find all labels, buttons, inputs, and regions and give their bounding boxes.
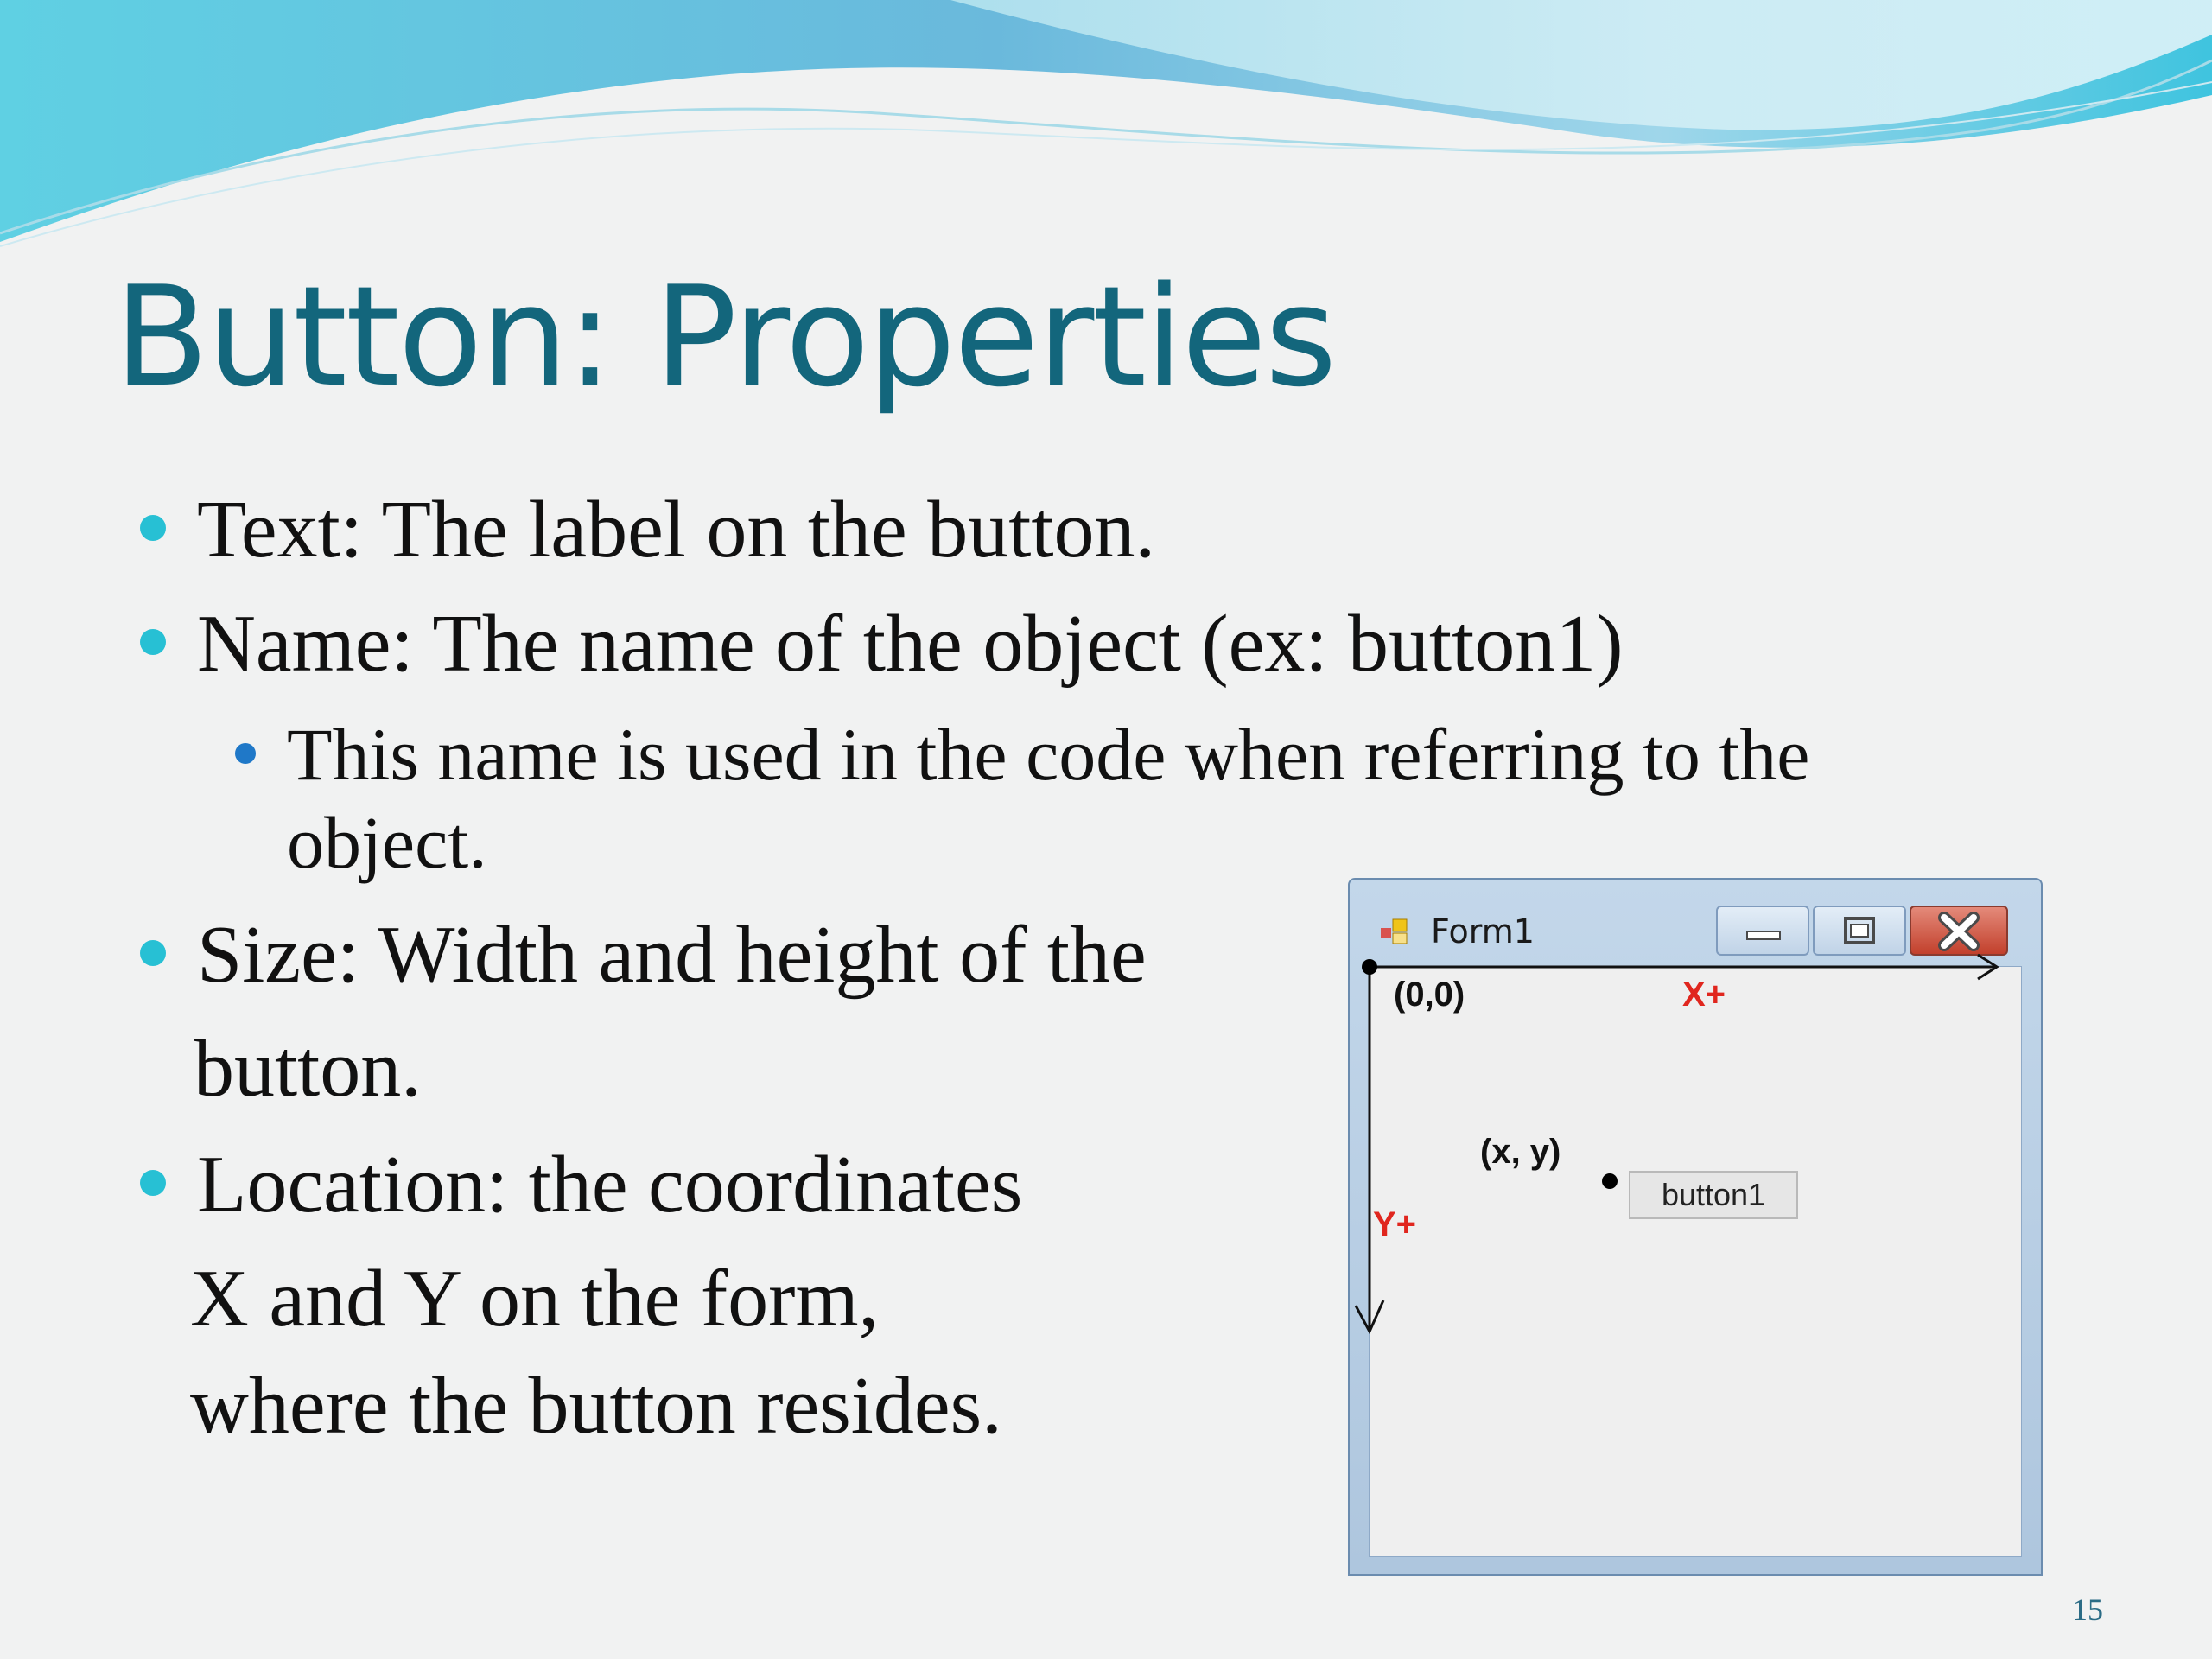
close-icon [1911,907,2006,954]
coordinate-axes [1370,967,2023,1558]
form-app-icon [1381,918,1415,945]
bullet-dot [140,515,166,541]
maximize-icon [1815,907,1904,954]
x-axis-label: X+ [1682,976,1726,1014]
header-wave-decoration [0,0,2212,259]
maximize-button[interactable] [1813,906,1906,956]
bullet-location-line-1: Location: the coordinates [197,1140,1023,1230]
page-number: 15 [2072,1592,2103,1627]
point-label: (x, y) [1480,1133,1561,1171]
y-axis-label: Y+ [1373,1205,1417,1243]
close-button[interactable] [1910,906,2008,956]
sub-bullet-line-2: object. [287,801,487,884]
bullet-text-property: Text: The label on the button. [197,485,1155,575]
bullet-location-line-2: X and Y on the form, [190,1254,880,1344]
bullet-size-line-2: button. [194,1024,422,1114]
form-client-area [1369,966,2022,1557]
form-title: Form1 [1431,912,1535,950]
sub-bullet-dot [235,743,256,764]
minimize-button[interactable] [1716,906,1809,956]
sample-button[interactable]: button1 [1629,1171,1798,1219]
form-window [1348,878,2043,1576]
bullet-dot [140,629,166,655]
bullet-location-line-3: where the button resides. [190,1361,1002,1451]
sub-bullet-line-1: This name is used in the code when referring to the [287,713,1810,796]
bullet-dot [140,940,166,966]
origin-label: (0,0) [1394,976,1465,1014]
bullet-dot [140,1170,166,1196]
minimize-icon [1718,907,1808,954]
bullet-name-property: Name: The name of the object (ex: button1) [197,599,1624,689]
slide-title: Button: Properties [114,256,1336,417]
bullet-size-line-1: Size: Width and height of the [197,910,1147,1000]
